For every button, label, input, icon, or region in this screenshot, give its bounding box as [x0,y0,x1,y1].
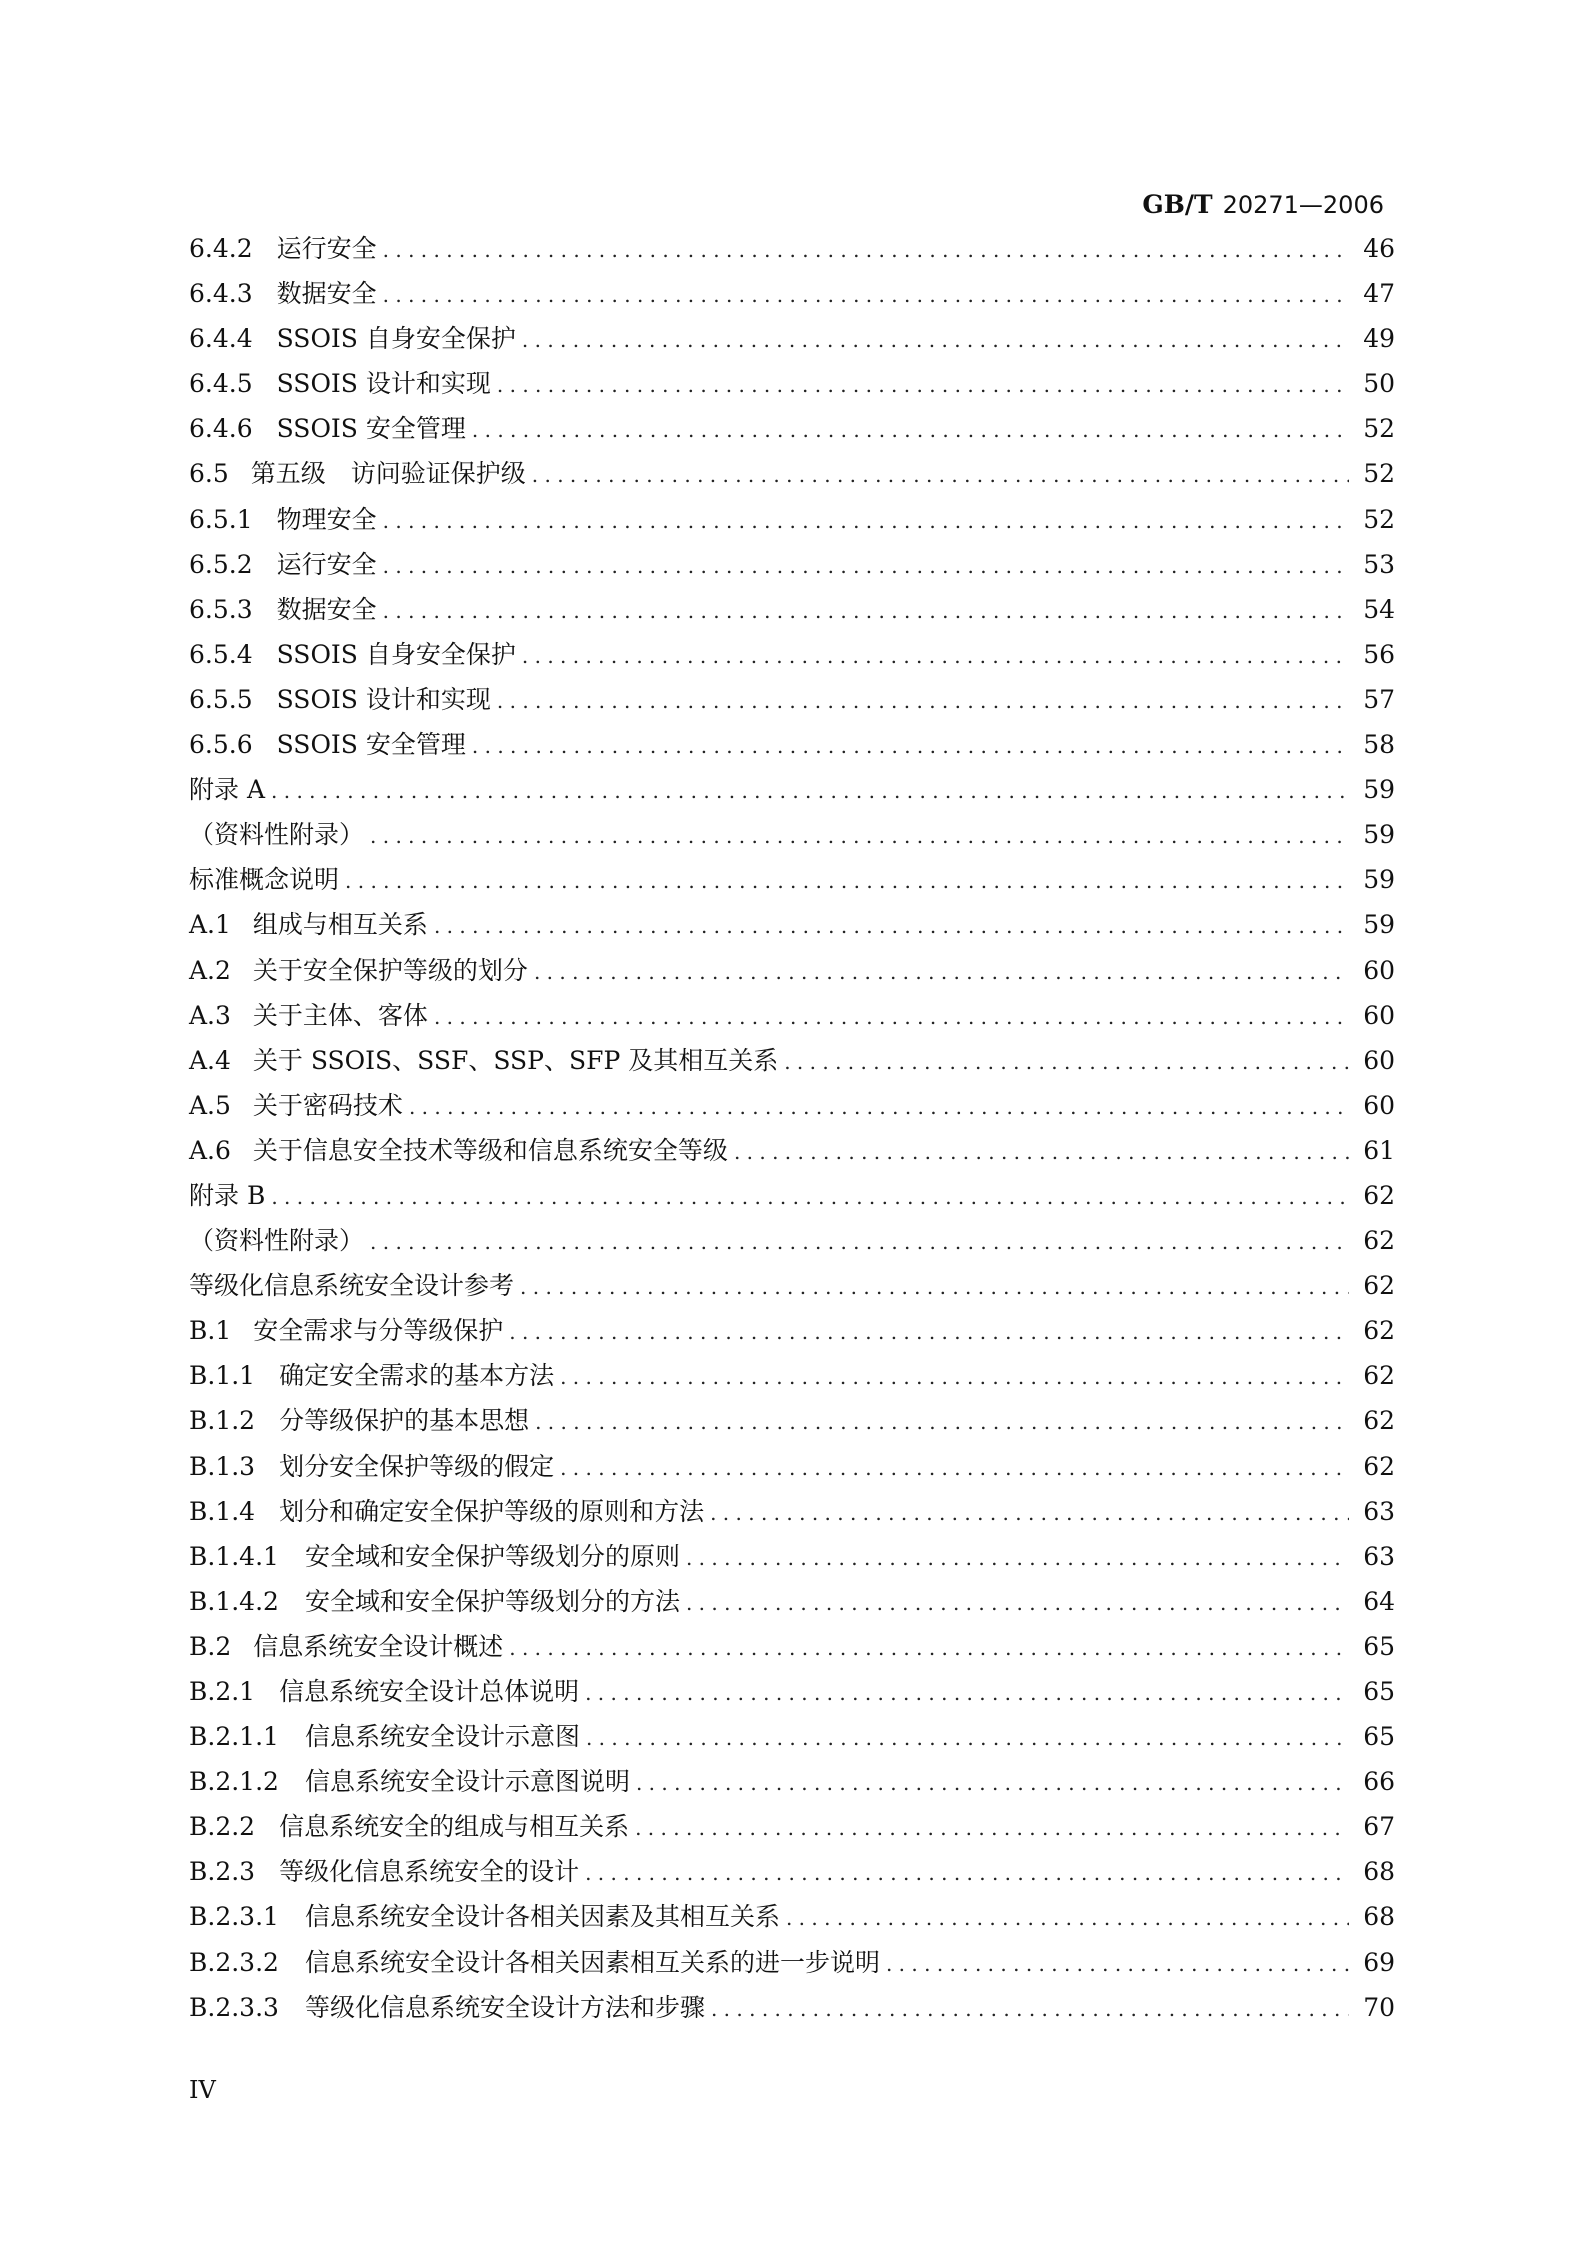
toc-entry-page: 62 [1363,1180,1395,1210]
toc-entry[interactable] [189,587,1395,632]
toc-entry-page: 65 [1363,1722,1395,1752]
toc-entry-title: 信息系统安全的组成与相互关系 [279,1812,630,1842]
toc-entry-title: 信息系统安全设计示意图 [304,1722,580,1752]
toc-entry-title: 关于密码技术 [252,1090,403,1120]
toc-entry-page: 68 [1363,1857,1395,1887]
toc-entry-title: 关于安全保护等级的划分 [252,955,528,985]
dot-leader [686,1536,1349,1581]
toc-entry-page: 52 [1363,414,1395,444]
toc-entry-page: 67 [1363,1812,1395,1842]
document-header [1142,190,1384,219]
toc-entry-title: 安全需求与分等级保护 [253,1316,504,1346]
dot-leader [635,1806,1349,1851]
toc-entry-page: 53 [1363,549,1395,579]
toc-entry-page: 69 [1363,1947,1395,1977]
dot-leader [271,1175,1349,1220]
toc-entry-title: 等级化信息系统安全的设计 [279,1857,580,1887]
toc-entry-number: B.2.3.2 [189,1947,279,1977]
toc-entry-page: 63 [1363,1541,1395,1571]
toc-entry[interactable] [189,632,1395,677]
toc-entry-page: 60 [1363,1090,1395,1120]
toc-entry-title: SSOIS 安全管理 [276,730,466,760]
toc-entry-number: 6.5 [189,459,229,489]
toc-entry-page: 57 [1363,684,1395,714]
toc-entry[interactable] [189,1083,1395,1128]
toc-entry-number: B.1.4.2 [189,1586,279,1616]
dot-leader [585,1851,1349,1896]
toc-entry[interactable] [189,1759,1395,1804]
dot-leader [497,679,1349,724]
toc-entry-number: A.3 [189,1000,231,1030]
toc-entry-title: 附录 A [189,775,266,805]
toc-entry-title: 安全域和安全保护等级划分的方法 [304,1586,680,1616]
dot-leader [345,859,1349,904]
dot-leader [560,1355,1349,1400]
toc-entry-page: 62 [1363,1361,1395,1391]
toc-entry-number: A.1 [189,910,231,940]
toc-entry-page: 47 [1363,279,1395,309]
toc-entry[interactable] [189,1849,1395,1894]
toc-entry-number: B.1 [189,1316,232,1346]
toc-entry-number: B.2.1 [189,1677,256,1706]
toc-entry-page: 58 [1363,730,1395,760]
toc-entry-page: 62 [1363,1271,1395,1301]
toc-entry[interactable] [189,1804,1395,1849]
toc-entry-title: 第五级 访问验证保护级 [250,459,526,489]
toc-entry-title: 附录 B [189,1180,266,1210]
toc-entry-page: 64 [1363,1586,1395,1616]
toc-entry-page: 60 [1363,1045,1395,1075]
toc-entry[interactable] [189,812,1395,857]
toc-entry-title: 分等级保护的基本思想 [279,1406,530,1436]
dot-leader [784,1040,1349,1085]
toc-entry-title: 组成与相互关系 [252,910,428,940]
toc-entry-page: 68 [1363,1902,1395,1932]
toc-entry[interactable] [189,1624,1395,1669]
toc-entry[interactable] [189,1038,1395,1083]
toc-entry[interactable] [189,1444,1395,1489]
toc-entry-title: （资料性附录） [189,1226,365,1256]
dot-leader [509,1310,1349,1355]
toc-entry-page: 59 [1363,775,1395,805]
toc-entry-page: 60 [1363,955,1395,985]
dot-leader [534,950,1349,995]
toc-entry[interactable] [189,722,1395,767]
dot-leader [535,1400,1349,1445]
toc-entry-title: 确定安全需求的基本方法 [279,1361,555,1391]
toc-entry-title: SSOIS 安全管理 [276,414,466,444]
toc-entry-page: 52 [1363,459,1395,489]
toc-entry-page: 56 [1363,639,1395,669]
standard-number: 20271—2006 [1222,191,1384,219]
dot-leader [383,589,1349,634]
toc-entry-title: SSOIS 自身安全保护 [276,639,516,669]
toc-entry-page: 50 [1363,369,1395,399]
toc-entry-page: 62 [1363,1406,1395,1436]
toc-entry-title: 关于主体、客体 [252,1000,428,1030]
toc-entry-page: 70 [1363,1992,1395,2022]
toc-entry-number: B.2 [189,1631,232,1661]
table-of-contents [189,226,1395,2030]
toc-entry-title: 运行安全 [276,549,377,579]
dot-leader [434,995,1349,1040]
toc-entry-number: B.2.3.3 [189,1992,279,2022]
toc-entry-number: B.1.4 [189,1496,256,1526]
toc-entry-page: 52 [1363,504,1395,534]
toc-entry[interactable] [189,406,1395,451]
dot-leader [585,1671,1349,1716]
toc-entry-number: 6.5.1 [189,504,253,534]
toc-entry-page: 66 [1363,1767,1395,1797]
toc-entry-number: 6.4.4 [189,324,253,354]
dot-leader [711,1987,1349,2032]
toc-entry-number: A.6 [189,1135,231,1165]
toc-entry-number: B.2.2 [189,1812,256,1842]
toc-entry[interactable] [189,948,1395,993]
dot-leader [383,544,1349,589]
toc-entry-number: B.2.3 [189,1857,256,1887]
dot-leader [532,453,1349,498]
toc-entry-number: A.5 [189,1090,231,1120]
toc-entry-page: 49 [1363,324,1395,354]
toc-entry-number: 6.4.6 [189,414,253,444]
toc-entry-page: 61 [1363,1135,1395,1165]
toc-entry[interactable] [189,677,1395,722]
toc-entry[interactable] [189,857,1395,902]
dot-leader [271,769,1349,814]
toc-entry-title: 信息系统安全设计概述 [253,1631,504,1661]
toc-entry-number: 6.5.6 [189,730,253,760]
toc-entry-number: B.2.1.1 [189,1722,279,1752]
toc-entry[interactable] [189,226,1395,271]
dot-leader [509,1626,1349,1671]
dot-leader [370,1220,1349,1265]
toc-entry[interactable] [189,1398,1395,1443]
toc-entry[interactable] [189,497,1395,542]
toc-entry-number: B.1.4.1 [189,1541,279,1571]
toc-entry-page: 54 [1363,594,1395,624]
toc-entry-page: 62 [1363,1226,1395,1256]
toc-entry-page: 62 [1363,1316,1395,1346]
toc-entry-number: A.4 [189,1045,231,1075]
toc-entry[interactable] [189,1263,1395,1308]
toc-entry[interactable] [189,1353,1395,1398]
dot-leader [497,363,1349,408]
toc-entry-number: B.2.1.2 [189,1767,279,1797]
toc-entry-title: 信息系统安全设计各相关因素及其相互关系 [304,1902,780,1932]
toc-entry[interactable] [189,316,1395,361]
toc-entry-title: SSOIS 自身安全保护 [276,324,516,354]
toc-entry-title: SSOIS 设计和实现 [276,369,491,399]
dot-leader [686,1581,1349,1626]
dot-leader [522,318,1349,363]
toc-entry-number: A.2 [189,955,231,985]
toc-entry-title: 信息系统安全设计各相关因素相互关系的进一步说明 [304,1947,880,1977]
toc-entry-page: 59 [1363,910,1395,940]
toc-entry-title: 安全域和安全保护等级划分的原则 [304,1541,680,1571]
toc-entry-title: 关于信息安全技术等级和信息系统安全等级 [252,1135,728,1165]
toc-entry-number: B.2.3.1 [189,1902,279,1932]
dot-leader [383,228,1349,273]
dot-leader [786,1896,1349,1941]
toc-entry-page: 63 [1363,1496,1395,1526]
toc-entry-number: B.1.1 [189,1361,256,1391]
toc-entry-title: 信息系统安全设计总体说明 [279,1677,580,1706]
toc-entry[interactable] [189,1489,1395,1534]
toc-entry-title: 等级化信息系统安全设计方法和步骤 [304,1992,705,2022]
toc-entry[interactable] [189,361,1395,406]
dot-leader [383,273,1349,318]
toc-entry[interactable] [189,1218,1395,1263]
toc-entry[interactable] [189,1128,1395,1173]
toc-entry[interactable] [189,767,1395,812]
toc-entry-title: （资料性附录） [189,820,365,850]
dot-leader [434,904,1349,949]
toc-entry-title: 关于 SSOIS、SSF、SSP、SFP 及其相互关系 [252,1045,779,1075]
toc-entry[interactable] [189,1534,1395,1579]
toc-entry-page: 59 [1363,865,1395,895]
toc-entry[interactable] [189,1308,1395,1353]
toc-entry-number: B.1.3 [189,1451,256,1481]
toc-entry-number: 6.4.3 [189,279,253,309]
toc-entry[interactable] [189,902,1395,947]
standard-prefix: GB/T [1142,190,1213,219]
dot-leader [710,1491,1349,1536]
toc-entry-page: 65 [1363,1677,1395,1706]
toc-entry-number: B.1.2 [189,1406,256,1436]
toc-entry[interactable] [189,542,1395,587]
toc-entry[interactable] [189,1669,1395,1714]
dot-leader [409,1085,1349,1130]
dot-leader [636,1761,1349,1806]
dot-leader [383,499,1349,544]
toc-entry-title: SSOIS 设计和实现 [276,684,491,714]
toc-entry-page: 59 [1363,820,1395,850]
toc-entry-page: 60 [1363,1000,1395,1030]
toc-entry-number: 6.4.5 [189,369,253,399]
toc-entry-title: 标准概念说明 [189,865,340,895]
toc-entry[interactable] [189,1173,1395,1218]
toc-entry-title: 划分安全保护等级的假定 [279,1451,555,1481]
toc-entry[interactable] [189,271,1395,316]
toc-entry-title: 运行安全 [276,234,377,263]
dot-leader [472,724,1349,769]
dot-leader [522,634,1349,679]
toc-entry-number: 6.5.5 [189,684,253,714]
dot-leader [520,1265,1349,1310]
toc-entry[interactable] [189,1579,1395,1624]
dot-leader [586,1716,1349,1761]
toc-entry-page: 46 [1363,234,1395,263]
dot-leader [560,1446,1349,1491]
dot-leader [472,408,1349,453]
toc-entry-number: 6.5.3 [189,594,253,624]
dot-leader [370,814,1349,859]
toc-entry[interactable] [189,451,1395,496]
toc-entry-title: 划分和确定安全保护等级的原则和方法 [279,1496,705,1526]
page-number: IV [189,2076,216,2104]
dot-leader [734,1130,1349,1175]
toc-entry-title: 信息系统安全设计示意图说明 [304,1767,630,1797]
toc-entry[interactable] [189,1985,1395,2030]
toc-entry-page: 62 [1363,1451,1395,1481]
toc-entry-page: 65 [1363,1631,1395,1661]
toc-entry[interactable] [189,1894,1395,1939]
toc-entry-title: 数据安全 [276,279,377,309]
toc-entry-title: 等级化信息系统安全设计参考 [189,1271,515,1301]
toc-entry[interactable] [189,993,1395,1038]
toc-entry-number: 6.5.2 [189,549,253,579]
dot-leader [886,1942,1349,1987]
toc-entry[interactable] [189,1714,1395,1759]
toc-entry-title: 物理安全 [276,504,377,534]
toc-entry-title: 数据安全 [276,594,377,624]
toc-entry-number: 6.5.4 [189,639,253,669]
toc-entry-number: 6.4.2 [189,234,253,263]
toc-entry[interactable] [189,1940,1395,1985]
